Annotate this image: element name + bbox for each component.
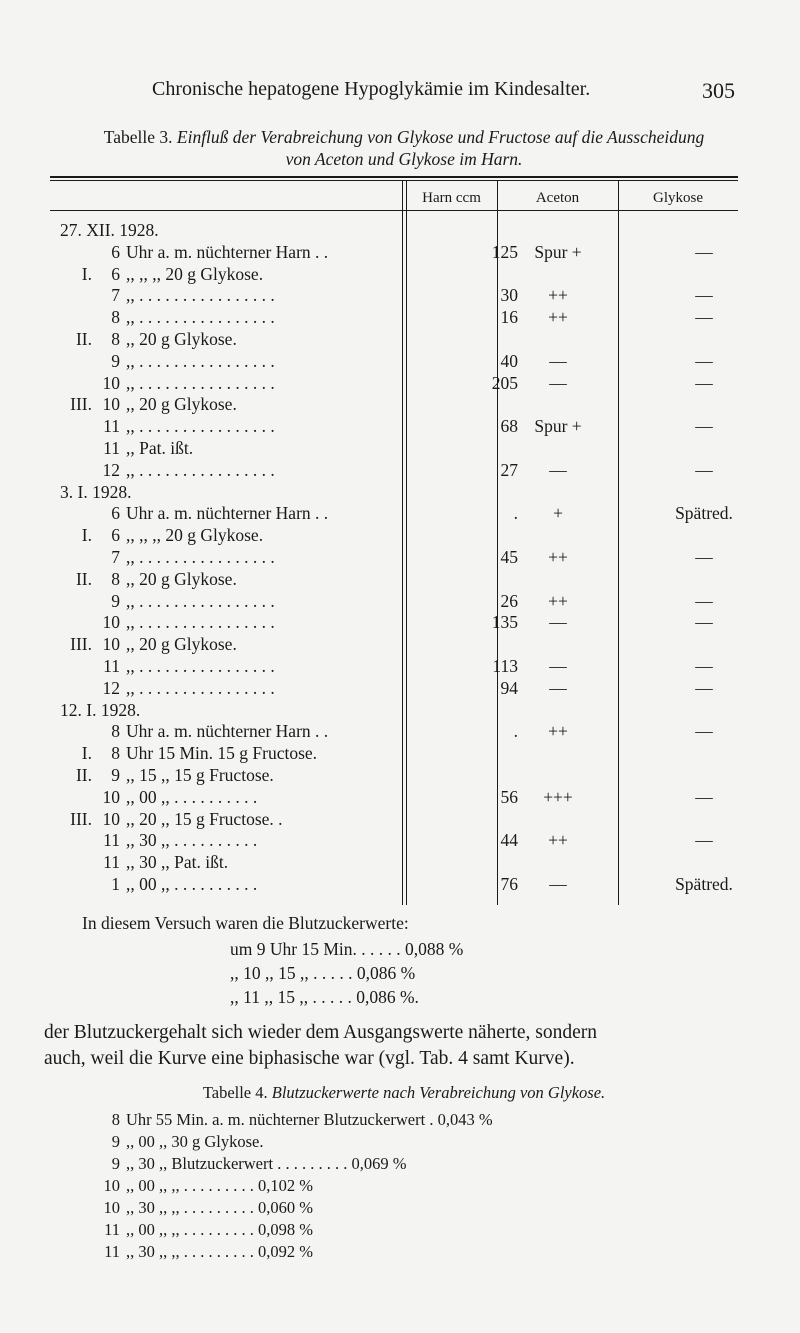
row-date: 27. XII. 1928. bbox=[60, 220, 159, 240]
row-desc: ,, 20 ,, 15 g Fructose. . bbox=[126, 808, 283, 829]
row-aceton: ++ bbox=[548, 830, 568, 851]
row-desc: ,, 30 ,, Pat. ißt. bbox=[126, 852, 229, 873]
table3-caption bbox=[54, 126, 754, 170]
row-roman: I. bbox=[81, 525, 92, 546]
row-desc: ,, . . . . . . . . . . . . . . . . bbox=[126, 416, 275, 437]
row-harn: . bbox=[513, 503, 518, 524]
row-glykose: — bbox=[695, 656, 713, 676]
row-hour: 10 bbox=[102, 394, 120, 415]
row-hour: 10 bbox=[102, 786, 120, 807]
row-roman: I. bbox=[81, 263, 92, 284]
row-hour: 11 bbox=[103, 852, 120, 873]
row-desc: Uhr a. m. nüchterner Harn . . bbox=[126, 503, 329, 524]
table4-caption bbox=[54, 1083, 754, 1103]
row-aceton: — bbox=[549, 874, 567, 894]
row-aceton: Spur + bbox=[534, 416, 582, 437]
row-harn: 40 bbox=[500, 350, 518, 371]
row-hour: 8 bbox=[111, 307, 120, 328]
row-hour: 10 bbox=[102, 612, 120, 633]
table3-col-divider-1 bbox=[402, 180, 403, 905]
row-glykose: — bbox=[695, 350, 713, 371]
row-hour: 1 bbox=[111, 874, 120, 894]
row-harn: . bbox=[513, 721, 518, 742]
row-desc: ,, . . . . . . . . . . . . . . . . bbox=[126, 459, 275, 480]
table4-caption-text: Blutzuckerwerte nach Verabreichung von Glykose. bbox=[271, 1083, 606, 1102]
row-desc: ,, . . . . . . . . . . . . . . . . bbox=[126, 307, 275, 328]
row-aceton: ++ bbox=[548, 547, 568, 567]
row-aceton: — bbox=[549, 656, 567, 676]
row-hour: 9 bbox=[111, 765, 120, 785]
blutzucker-line-3: ,, 11 ,, 15 ,, . . . . . 0,086 %. bbox=[230, 987, 419, 1007]
col-header-harn: Harn ccm bbox=[422, 190, 481, 206]
paragraph-line-2: auch, weil die Kurve eine biphasische war (vgl. Tab. 4 samt Kurve). bbox=[44, 1048, 575, 1069]
row-aceton: ++ bbox=[548, 590, 568, 611]
row-desc: ,, . . . . . . . . . . . . . . . . bbox=[126, 547, 275, 567]
table4-text: ,, 30 ,, ,, . . . . . . . . . 0,092 % bbox=[126, 1242, 313, 1261]
running-title: Chronische hepatogene Hypoglykämie im Kindesalter. bbox=[152, 78, 591, 100]
row-hour: 11 bbox=[103, 438, 120, 458]
row-glykose: — bbox=[695, 721, 713, 742]
row-aceton: + bbox=[553, 503, 563, 524]
row-roman: II. bbox=[75, 568, 92, 589]
row-aceton: ++ bbox=[548, 307, 568, 328]
row-harn: 45 bbox=[500, 547, 518, 567]
row-hour: 8 bbox=[111, 568, 120, 589]
table3-col-divider-1b bbox=[406, 180, 407, 905]
row-desc: Uhr 15 Min. 15 g Fructose. bbox=[126, 743, 318, 764]
blutzucker-line-1: um 9 Uhr 15 Min. . . . . . 0,088 % bbox=[230, 939, 464, 959]
row-harn: 26 bbox=[500, 590, 518, 611]
row-date: 12. I. 1928. bbox=[60, 699, 141, 720]
blutzucker-intro: In diesem Versuch waren die Blutzuckerwerte: bbox=[82, 913, 409, 933]
table4-hour: 10 bbox=[103, 1176, 120, 1195]
table3-header-rule bbox=[50, 210, 738, 211]
row-aceton: — bbox=[549, 677, 567, 698]
row-harn: 16 bbox=[500, 307, 518, 328]
row-desc: ,, Pat. ißt. bbox=[126, 438, 194, 458]
row-aceton: — bbox=[549, 612, 567, 633]
row-harn: 76 bbox=[500, 874, 518, 894]
row-desc: ,, ,, ,, 20 g Glykose. bbox=[126, 263, 264, 284]
blutzucker-line-2: ,, 10 ,, 15 ,, . . . . . 0,086 % bbox=[230, 963, 416, 983]
col-header-aceton: Aceton bbox=[535, 190, 580, 206]
row-aceton: ++ bbox=[548, 721, 568, 742]
row-desc: ,, 00 ,, . . . . . . . . . . bbox=[126, 874, 258, 894]
col-header-glykose: Glykose bbox=[653, 190, 703, 206]
row-desc: ,, 00 ,, . . . . . . . . . . bbox=[126, 786, 258, 807]
table4-text: ,, 00 ,, ,, . . . . . . . . . 0,098 % bbox=[126, 1220, 313, 1239]
table4-text: ,, 00 ,, ,, . . . . . . . . . 0,102 % bbox=[126, 1176, 313, 1195]
row-hour: 12 bbox=[102, 677, 120, 698]
row-date: 3. I. 1928. bbox=[60, 481, 132, 502]
row-harn: 68 bbox=[500, 416, 518, 437]
table4-hour: 9 bbox=[111, 1132, 120, 1151]
row-hour: 10 bbox=[102, 808, 120, 829]
row-hour: 10 bbox=[102, 634, 120, 655]
row-harn: 44 bbox=[500, 830, 518, 851]
row-hour: 8 bbox=[111, 743, 120, 764]
page-number: 305 bbox=[702, 78, 735, 103]
row-glykose: Spätred. bbox=[675, 874, 733, 894]
row-hour: 12 bbox=[102, 459, 120, 480]
table3-caption-line2: von Aceton und Glykose im Harn. bbox=[285, 149, 523, 169]
row-aceton: +++ bbox=[543, 786, 573, 807]
row-aceton: — bbox=[549, 372, 567, 393]
row-desc: ,, 30 ,, . . . . . . . . . . bbox=[126, 830, 258, 851]
row-desc: ,, 20 g Glykose. bbox=[126, 568, 237, 589]
row-harn: 27 bbox=[500, 459, 518, 480]
row-roman: III. bbox=[70, 394, 92, 415]
table3-col-divider-3 bbox=[618, 180, 619, 905]
row-hour: 8 bbox=[111, 329, 120, 349]
table3-top-rule-thin bbox=[50, 180, 738, 181]
row-desc: ,, 15 ,, 15 g Fructose. bbox=[126, 765, 274, 785]
row-roman: III. bbox=[70, 808, 92, 829]
row-roman: III. bbox=[70, 634, 92, 655]
row-desc: Uhr a. m. nüchterner Harn . . bbox=[126, 241, 329, 262]
row-hour: 8 bbox=[111, 721, 120, 742]
row-desc: ,, . . . . . . . . . . . . . . . . bbox=[126, 656, 275, 676]
row-hour: 6 bbox=[111, 525, 120, 546]
row-glykose: — bbox=[695, 830, 713, 851]
row-desc: ,, . . . . . . . . . . . . . . . . bbox=[126, 677, 275, 698]
row-hour: 6 bbox=[111, 241, 120, 262]
row-hour: 6 bbox=[111, 263, 120, 284]
row-hour: 11 bbox=[103, 656, 120, 676]
table4-text: ,, 00 ,, 30 g Glykose. bbox=[126, 1132, 264, 1151]
row-harn: 125 bbox=[491, 241, 518, 262]
row-glykose: — bbox=[695, 590, 713, 611]
row-aceton: ++ bbox=[548, 285, 568, 306]
row-aceton: — bbox=[549, 350, 567, 371]
row-desc: ,, . . . . . . . . . . . . . . . . bbox=[126, 350, 275, 371]
row-glykose: — bbox=[695, 459, 713, 480]
table3-label: Tabelle 3. bbox=[103, 127, 173, 147]
row-glykose: — bbox=[695, 416, 713, 437]
row-desc: ,, 20 g Glykose. bbox=[126, 394, 237, 415]
table4-hour: 11 bbox=[104, 1242, 120, 1261]
row-desc: Uhr a. m. nüchterner Harn . . bbox=[126, 721, 329, 742]
row-desc: ,, . . . . . . . . . . . . . . . . bbox=[126, 372, 275, 393]
row-hour: 11 bbox=[103, 830, 120, 851]
table4-text: ,, 30 ,, Blutzuckerwert . . . . . . . . . 0,069 % bbox=[126, 1154, 407, 1173]
row-glykose: Spätred. bbox=[675, 503, 733, 524]
row-roman: II. bbox=[75, 329, 92, 349]
row-desc: ,, 20 g Glykose. bbox=[126, 634, 237, 655]
row-hour: 7 bbox=[111, 285, 120, 306]
row-hour: 11 bbox=[103, 416, 120, 437]
row-glykose: — bbox=[695, 547, 713, 567]
table4-text: Uhr 55 Min. a. m. nüchterner Blutzuckerwert . 0,043 % bbox=[126, 1110, 493, 1129]
row-glykose: — bbox=[695, 612, 713, 633]
row-desc: ,, 20 g Glykose. bbox=[126, 329, 237, 349]
row-desc: ,, . . . . . . . . . . . . . . . . bbox=[126, 612, 275, 633]
row-hour: 7 bbox=[111, 547, 120, 567]
row-glykose: — bbox=[695, 786, 713, 807]
table4-hour: 9 bbox=[111, 1154, 120, 1173]
row-harn: 30 bbox=[500, 285, 518, 306]
row-desc: ,, . . . . . . . . . . . . . . . . bbox=[126, 285, 275, 306]
row-roman: I. bbox=[81, 743, 92, 764]
row-roman: II. bbox=[75, 765, 92, 785]
paragraph-line-1: der Blutzuckergehalt sich wieder dem Ausgangswerte näherte, sondern bbox=[44, 1022, 598, 1043]
row-hour: 9 bbox=[111, 350, 120, 371]
row-harn: 56 bbox=[500, 786, 518, 807]
row-glykose: — bbox=[695, 372, 713, 393]
table4-text: ,, 30 ,, ,, . . . . . . . . . 0,060 % bbox=[126, 1198, 313, 1217]
row-harn: 113 bbox=[492, 656, 518, 676]
row-desc: ,, . . . . . . . . . . . . . . . . bbox=[126, 590, 275, 611]
row-aceton: Spur + bbox=[534, 241, 582, 262]
table4-hour: 8 bbox=[111, 1110, 120, 1129]
row-harn: 205 bbox=[491, 372, 518, 393]
table3-caption-line1: Einfluß der Verabreichung von Glykose und Fructose auf die Ausscheidung bbox=[176, 127, 705, 147]
row-glykose: — bbox=[695, 307, 713, 328]
row-glykose: — bbox=[695, 285, 713, 306]
row-glykose: — bbox=[695, 677, 713, 698]
table4-hour: 11 bbox=[104, 1220, 120, 1239]
row-desc: ,, ,, ,, 20 g Glykose. bbox=[126, 525, 264, 546]
row-glykose: — bbox=[695, 241, 713, 262]
row-harn: 135 bbox=[491, 612, 518, 633]
table4-hour: 10 bbox=[103, 1198, 120, 1217]
table3-top-rule bbox=[50, 176, 738, 178]
row-hour: 6 bbox=[111, 503, 120, 524]
row-aceton: — bbox=[549, 459, 567, 480]
row-hour: 10 bbox=[102, 372, 120, 393]
row-harn: 94 bbox=[500, 677, 518, 698]
table4-label: Tabelle 4. bbox=[202, 1083, 268, 1102]
row-hour: 9 bbox=[111, 590, 120, 611]
